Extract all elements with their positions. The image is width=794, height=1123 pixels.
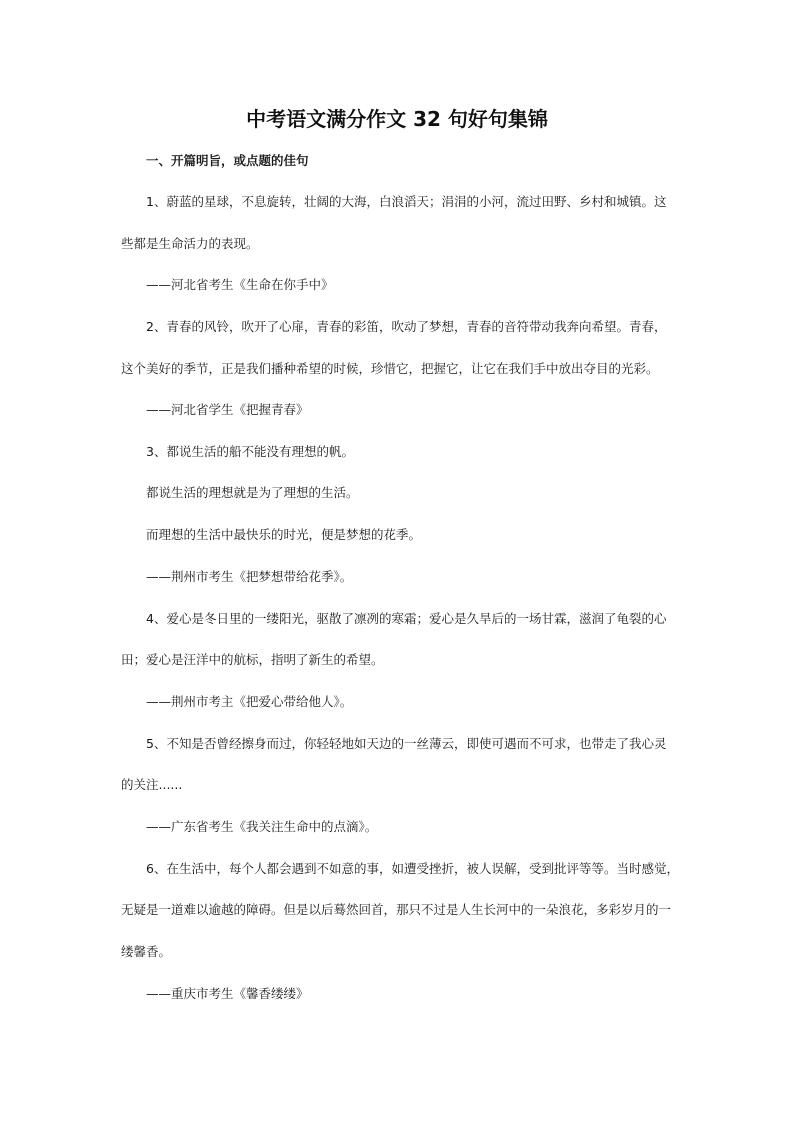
paragraph-line: 田；爱心是汪洋中的航标，指明了新生的希望。 [121, 652, 384, 667]
paragraph-line: 缕馨香。 [121, 944, 172, 959]
section-heading: 一、开篇明旨，或点题的佳句 [146, 153, 309, 168]
paragraph-line: 3、都说生活的船不能没有理想的帆。 [146, 444, 354, 459]
paragraph-line: 的关注...... [121, 777, 183, 792]
document-title: 中考语文满分作文 32 句好句集锦 [246, 107, 548, 131]
attribution-line: ——河北省考生《生命在你手中》 [146, 277, 334, 292]
paragraph-line: 而理想的生活中最快乐的时光，便是梦想的花季。 [146, 527, 422, 542]
paragraph-line: 无疑是一道难以逾越的障碍。但是以后蓦然回首，那只不过是人生长河中的一朵浪花，多彩岁月的一 [121, 902, 672, 917]
paragraph-line: 2、青春的风铃，吹开了心扉，青春的彩笛，吹动了梦想，青春的音符带动我奔向希望。青春， [146, 319, 667, 334]
paragraph-line: 6、在生活中，每个人都会遇到不如意的事，如遭受挫折，被人误解，受到批评等等。当时感觉， [146, 861, 679, 876]
paragraph-line: 这个美好的季节，正是我们播种希望的时候，珍惜它，把握它，让它在我们手中放出夺目的光彩。 [121, 361, 659, 376]
attribution-line: ——重庆市考生《馨香缕缕》 [146, 986, 309, 1001]
paragraph-line: 1、蔚蓝的星球，不息旋转，壮阔的大海，白浪滔天；涓涓的小河，流过田野、乡村和城镇。这 [146, 194, 667, 209]
attribution-line: ——荆州市考主《把爱心带给他人》。 [146, 694, 353, 709]
paragraph-line: 5、不知是否曾经擦身而过，你轻轻地如天边的一丝薄云，即使可遇而不可求，也带走了我心灵 [146, 736, 667, 751]
attribution-line: ——河北省学生《把握青春》 [146, 402, 309, 417]
attribution-line: ——荆州市考生《把梦想带给花季》。 [146, 569, 353, 584]
paragraph-line: 4、爱心是冬日里的一缕阳光，驱散了凛冽的寒霜；爱心是久旱后的一场甘霖，滋润了龟裂的心 [146, 611, 667, 626]
attribution-line: ——广东省考生《我关注生命中的点滴》。 [146, 819, 378, 834]
paragraph-line: 些都是生命活力的表现。 [121, 236, 259, 251]
paragraph-line: 都说生活的理想就是为了理想的生活。 [146, 485, 359, 500]
